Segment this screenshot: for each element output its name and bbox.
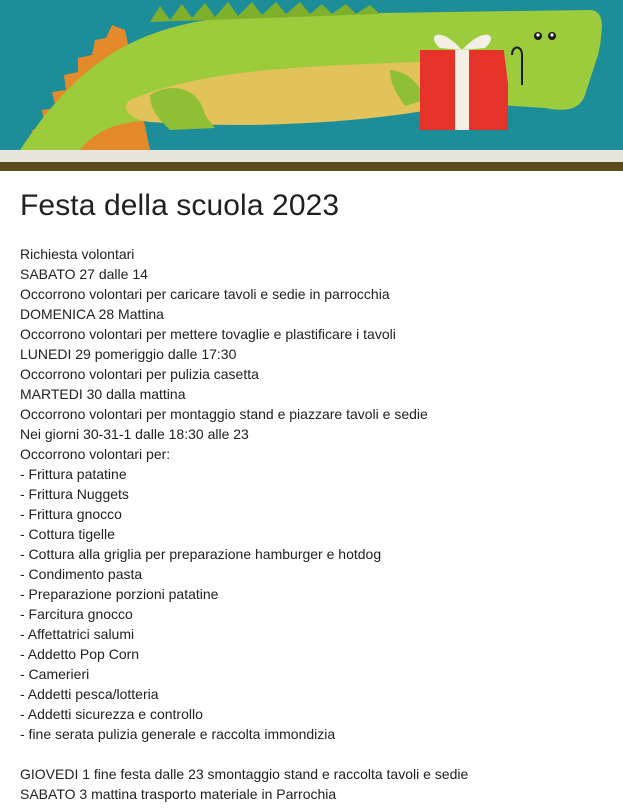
description-line: - Cottura alla griglia per preparazione hamburger e hotdog	[20, 546, 382, 562]
description-line: - Frittura gnocco	[20, 506, 122, 522]
description-line: GIOVEDI 1 fine festa dalle 23 smontaggio stand e raccolta tavoli e sedie	[20, 766, 469, 782]
description-line: - Frittura Nuggets	[20, 486, 129, 502]
description-line: - Farcitura gnocco	[20, 606, 133, 622]
description-line: - fine serata pulizia generale e raccolta immondizia	[20, 726, 336, 742]
description-line: - Condimento pasta	[20, 566, 143, 582]
banner-divider-light	[0, 150, 623, 162]
description-line: SABATO 3 mattina trasporto materiale in Parrochia	[20, 786, 337, 802]
description-line: SABATO 27 dalle 14	[20, 266, 148, 282]
description-line: - Addetti sicurezza e controllo	[20, 706, 203, 722]
description-line: Occorrono volontari per montaggio stand e piazzare tavoli e sedie	[20, 406, 428, 422]
form-description	[20, 244, 603, 804]
description-line: Occorrono volontari per mettere tovaglie e plastificare i tavoli	[20, 326, 396, 342]
description-line: Richiesta volontari	[20, 246, 135, 262]
description-line: - Addetto Pop Corn	[20, 646, 140, 662]
description-line: - Preparazione porzioni patatine	[20, 586, 219, 602]
banner-divider-dark	[0, 162, 623, 171]
description-line: MARTEDI 30 dalla mattina	[20, 386, 186, 402]
header-banner	[0, 0, 623, 150]
description-line: Nei giorni 30-31-1 dalle 18:30 alle 23	[20, 426, 249, 442]
description-line: - Camerieri	[20, 666, 90, 682]
description-line: - Cottura tigelle	[20, 526, 115, 542]
description-line: Occorrono volontari per pulizia casetta	[20, 366, 259, 382]
description-line: LUNEDI 29 pomeriggio dalle 17:30	[20, 346, 237, 362]
description-line: - Frittura patatine	[20, 466, 127, 482]
form-header	[0, 188, 623, 804]
form-title: Festa della scuola 2023	[20, 189, 340, 222]
description-line: Occorrono volontari per:	[20, 446, 171, 462]
description-line: - Affettatrici salumi	[20, 626, 135, 642]
crocodile-with-gift-illustration	[0, 0, 623, 150]
description-line: Occorrono volontari per caricare tavoli e sedie in parrocchia	[20, 286, 390, 302]
description-line: DOMENICA 28 Mattina	[20, 306, 164, 322]
description-line: - Addetti pesca/lotteria	[20, 686, 159, 702]
description-spacer	[20, 744, 603, 764]
